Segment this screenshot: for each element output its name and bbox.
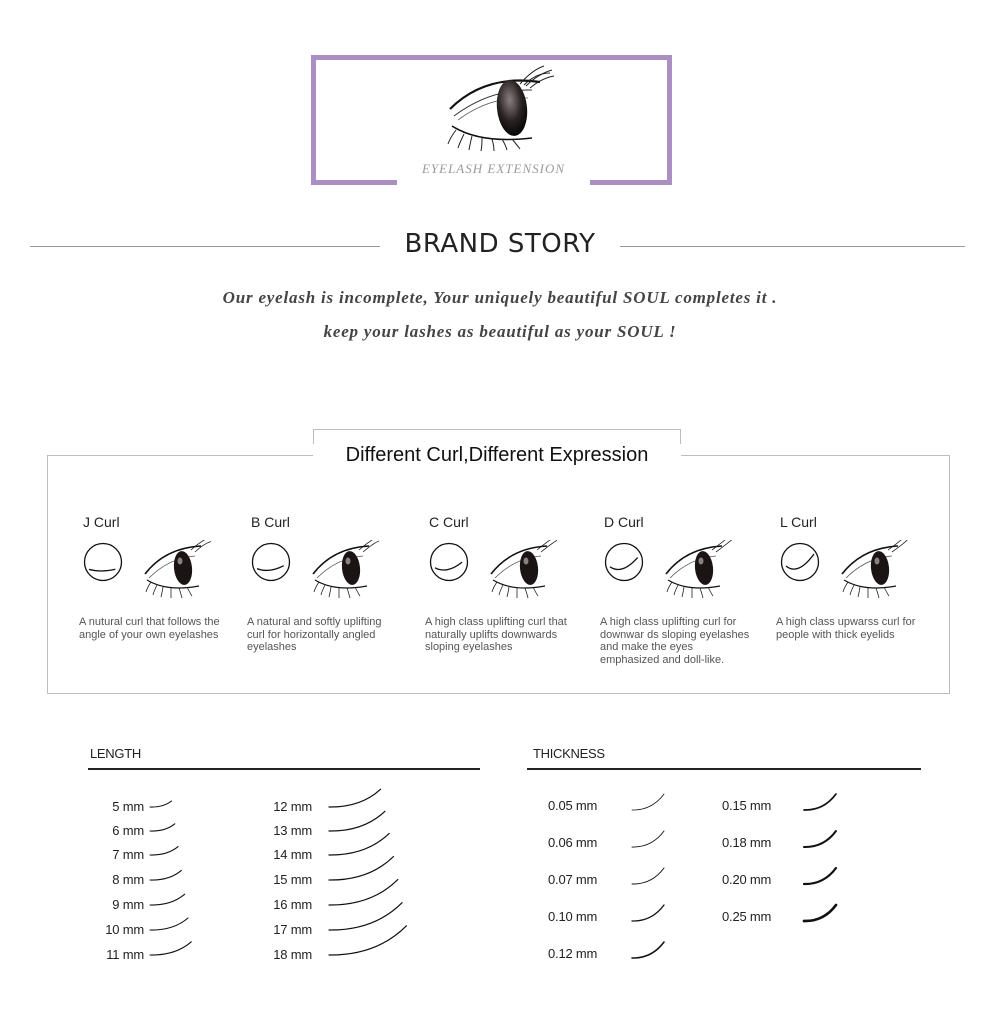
curl-panel-title: Different Curl,Different Expression bbox=[313, 444, 681, 467]
length-label: LENGTH bbox=[90, 746, 141, 761]
length-lash bbox=[150, 847, 178, 855]
length-lash bbox=[150, 824, 175, 831]
thickness-lash bbox=[804, 794, 836, 810]
curl-name: D Curl bbox=[604, 514, 644, 530]
curl-description: A high class uplifting curl that naturally uplifts downwards sloping eyelashes bbox=[425, 616, 567, 653]
logo-text: EYELASH EXTENSION bbox=[421, 161, 566, 176]
spec-label: 0.25 mm bbox=[722, 909, 772, 924]
spec-label: 7 mm bbox=[112, 847, 144, 862]
spec-label: 11 mm bbox=[106, 947, 144, 962]
spec-label: 0.05 mm bbox=[548, 798, 598, 813]
thickness-label: THICKNESS bbox=[533, 746, 605, 761]
length-lash bbox=[329, 811, 385, 831]
length-lash bbox=[329, 857, 394, 881]
spec-label: 0.07 mm bbox=[548, 872, 598, 887]
curl-name: C Curl bbox=[429, 514, 469, 530]
spec-label: 0.12 mm bbox=[548, 946, 598, 961]
spec-label: 0.20 mm bbox=[722, 872, 772, 887]
length-lash bbox=[329, 833, 389, 855]
spec-label: 13 mm bbox=[273, 823, 312, 838]
curl-name: B Curl bbox=[251, 514, 290, 530]
spec-label: 15 mm bbox=[273, 872, 312, 887]
thickness-lash bbox=[632, 794, 664, 810]
length-lash bbox=[150, 801, 172, 807]
spec-label: 12 mm bbox=[273, 799, 312, 814]
spec-label: 0.06 mm bbox=[548, 835, 598, 850]
length-lash bbox=[150, 894, 185, 905]
curl-description: A nutural curl that follows the angle of your own eyelashes bbox=[79, 616, 220, 641]
brand-tagline-1: Our eyelash is incomplete, Your uniquely beautiful SOUL completes it . bbox=[222, 288, 778, 307]
length-lash bbox=[329, 880, 398, 905]
spec-label: 18 mm bbox=[273, 947, 312, 962]
brand-story-title: BRAND STORY bbox=[404, 229, 596, 259]
curl-description: A natural and softly uplifting curl for horizontally angled eyelashes bbox=[247, 616, 382, 653]
spec-label: 0.15 mm bbox=[722, 798, 772, 813]
thickness-lash bbox=[804, 905, 836, 921]
thickness-lash bbox=[804, 831, 836, 847]
length-lash bbox=[150, 870, 181, 880]
spec-label: 6 mm bbox=[112, 823, 144, 838]
curl-description: A high class upwarss curl for people with thick eyelids bbox=[776, 616, 916, 641]
spec-label: 8 mm bbox=[112, 872, 144, 887]
length-lash bbox=[150, 942, 191, 955]
length-lash bbox=[329, 903, 402, 930]
brand-tagline-2: keep your lashes as beautiful as your SOUL ! bbox=[323, 322, 677, 341]
length-lash bbox=[150, 918, 188, 930]
spec-label: 5 mm bbox=[112, 799, 144, 814]
thickness-lash bbox=[632, 868, 664, 884]
spec-label: 14 mm bbox=[273, 847, 312, 862]
spec-label: 17 mm bbox=[273, 922, 312, 937]
spec-label: 0.10 mm bbox=[548, 909, 598, 924]
curl-name: J Curl bbox=[83, 514, 120, 530]
spec-label: 16 mm bbox=[273, 897, 312, 912]
length-lash bbox=[329, 789, 381, 807]
spec-label: 9 mm bbox=[112, 897, 144, 912]
curl-description: A high class uplifting curl for downwar ds sloping eyelashes and make the eyes emphasized and doll-like. bbox=[600, 616, 750, 666]
spec-label: 10 mm bbox=[105, 922, 144, 937]
curl-name: L Curl bbox=[780, 514, 817, 530]
thickness-lash bbox=[804, 868, 836, 884]
thickness-lash bbox=[632, 905, 664, 921]
spec-label: 0.18 mm bbox=[722, 835, 772, 850]
thickness-lash bbox=[632, 942, 664, 958]
thickness-lash bbox=[632, 831, 664, 847]
